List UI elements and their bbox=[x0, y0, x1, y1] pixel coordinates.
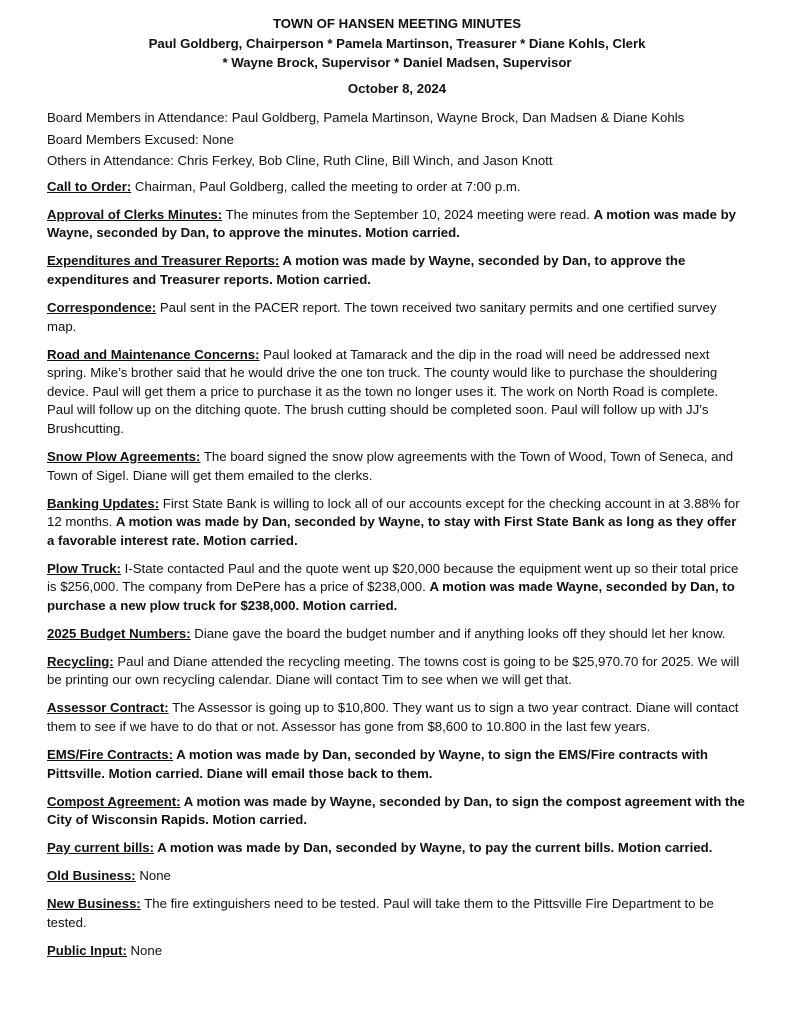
section-text: First State Bank is willing to lock all of our accounts except for the checking account in at 3.88% for 12 months. bbox=[47, 495, 740, 530]
section-text: The Assessor is going up to $10,800. They want us to sign a two year contract. Diane will contact them to see if we have to do that or not. Assessor has gone from $8,600 to 10.800 in the last few years. bbox=[47, 700, 739, 735]
section-ems-fire bbox=[47, 746, 747, 783]
board-members-attendance: Board Members in Attendance: Paul Goldberg, Pamela Martinson, Wayne Brock, Dan Madsen & Diane Kohls bbox=[47, 110, 685, 126]
section-approval-minutes bbox=[47, 206, 747, 243]
motion-text: A motion was made by Wayne, seconded by Dan, to approve the minutes. Motion carried. bbox=[47, 206, 736, 241]
section-label: Call to Order: bbox=[47, 178, 132, 194]
section-label: New Business: bbox=[47, 896, 141, 912]
section-text: I-State contacted Paul and the quote went up $20,000 because the equipment went up so their total price is $256,000. The company from DePere has a price of $238,000. bbox=[47, 560, 739, 595]
section-new-business bbox=[47, 895, 747, 932]
section-text: Chairman, Paul Goldberg, called the meeting to order at 7:00 p.m. bbox=[131, 178, 521, 194]
section-call-to-order bbox=[47, 178, 747, 197]
motion-text: A motion was made by Dan, seconded by Wayne, to stay with First State Bank as long as they offer a favorable interest rate. Motion carried. bbox=[47, 514, 737, 548]
section-text: The minutes from the September 10, 2024 meeting were read. bbox=[222, 206, 594, 222]
section-text: None bbox=[135, 868, 171, 884]
others-attendance: Others in Attendance: Chris Ferkey, Bob Cline, Ruth Cline, Bill Winch, and Jason Knott bbox=[47, 153, 553, 169]
section-banking bbox=[47, 495, 747, 551]
section-label: Correspondence: bbox=[47, 300, 157, 316]
section-label: Plow Truck: bbox=[47, 560, 122, 576]
section-correspondence bbox=[47, 299, 747, 336]
document-title: TOWN OF HANSEN MEETING MINUTES bbox=[272, 16, 522, 31]
meeting-date: October 8, 2024 bbox=[347, 80, 447, 96]
section-budget bbox=[47, 625, 747, 644]
section-text: Diane gave the board the budget number and if anything looks off they should let her know. bbox=[190, 625, 726, 641]
section-recycling bbox=[47, 653, 747, 690]
section-label: Approval of Clerks Minutes: bbox=[47, 206, 223, 222]
motion-text: A motion was made Wayne, seconded by Dan, to purchase a new plow truck for $238,000. Motion carried. bbox=[47, 579, 735, 613]
motion-text: A motion was made by Dan, seconded by Wayne, to sign the EMS/Fire contracts with Pittsville. Motion carried. Diane will email those back to them. bbox=[47, 747, 708, 781]
section-label: Pay current bills: bbox=[47, 840, 155, 856]
section-label: EMS/Fire Contracts: bbox=[47, 747, 174, 763]
section-expenditures bbox=[47, 252, 747, 289]
officers-line-2: * Wayne Brock, Supervisor * Daniel Madsen, Supervisor bbox=[222, 55, 572, 70]
section-pay-bills bbox=[47, 839, 747, 858]
section-assessor bbox=[47, 699, 747, 736]
section-text: Paul looked at Tamarack and the dip in the road will need be addressed next spring. Mike’s brother said that he would drive the one ton truck. The county would like to purchase the shouldering device. Paul will get them a price to purchase it as the town no longer uses it. The work on North Road is complete. Paul will follow up on the ditching quote. The brush cutting should be completed soon. Paul will follow up with JJ’s Brushcutting. bbox=[47, 346, 719, 436]
section-text: None bbox=[126, 942, 163, 958]
section-label: Snow Plow Agreements: bbox=[47, 448, 201, 464]
section-old-business bbox=[47, 867, 747, 886]
section-label: Compost Agreement: bbox=[47, 793, 181, 809]
attendance-block bbox=[47, 109, 747, 171]
section-label: Road and Maintenance Concerns: bbox=[47, 346, 260, 362]
motion-text: A motion was made by Wayne, seconded by Dan, to sign the compost agreement with the City of Wisconsin Rapids. Motion carried. bbox=[47, 793, 745, 828]
motion-text: A motion was made by Wayne, seconded by Dan, to approve the expenditures and Treasurer reports. Motion carried. bbox=[47, 253, 686, 288]
section-compost bbox=[47, 793, 747, 830]
section-text: The fire extinguishers need to be tested. Paul will take them to the Pittsville Fire Department to be tested. bbox=[47, 896, 714, 930]
section-plow-truck bbox=[47, 560, 747, 616]
section-snow-plow bbox=[47, 448, 747, 485]
section-label: Banking Updates: bbox=[47, 495, 160, 511]
section-label: Old Business: bbox=[47, 868, 136, 884]
section-label: Recycling: bbox=[47, 653, 114, 669]
section-label: Expenditures and Treasurer Reports: bbox=[47, 253, 280, 269]
section-text: Paul sent in the PACER report. The town received two sanitary permits and one certified survey map. bbox=[47, 300, 717, 334]
section-label: 2025 Budget Numbers: bbox=[47, 625, 191, 641]
motion-text: A motion was made by Dan, seconded by Wayne, to pay the current bills. Motion carried. bbox=[154, 840, 713, 856]
section-text: The board signed the snow plow agreements with the Town of Wood, Town of Seneca, and Town of Sigel. Diane will get them emailed to the clerks. bbox=[47, 448, 734, 483]
officers-line-1: Paul Goldberg, Chairperson * Pamela Martinson, Treasurer * Diane Kohls, Clerk bbox=[148, 35, 646, 51]
section-road-maintenance bbox=[47, 346, 747, 439]
board-members-excused: Board Members Excused: None bbox=[47, 131, 234, 147]
section-text: Paul and Diane attended the recycling meeting. The towns cost is going to be $25,970.70 for 2025. We will be printing our own recycling calendar. Diane will contact Tim to see when we will get that. bbox=[47, 653, 740, 688]
section-label: Assessor Contract: bbox=[47, 700, 169, 716]
section-label: Public Input: bbox=[47, 942, 127, 958]
section-public-input bbox=[47, 942, 747, 961]
